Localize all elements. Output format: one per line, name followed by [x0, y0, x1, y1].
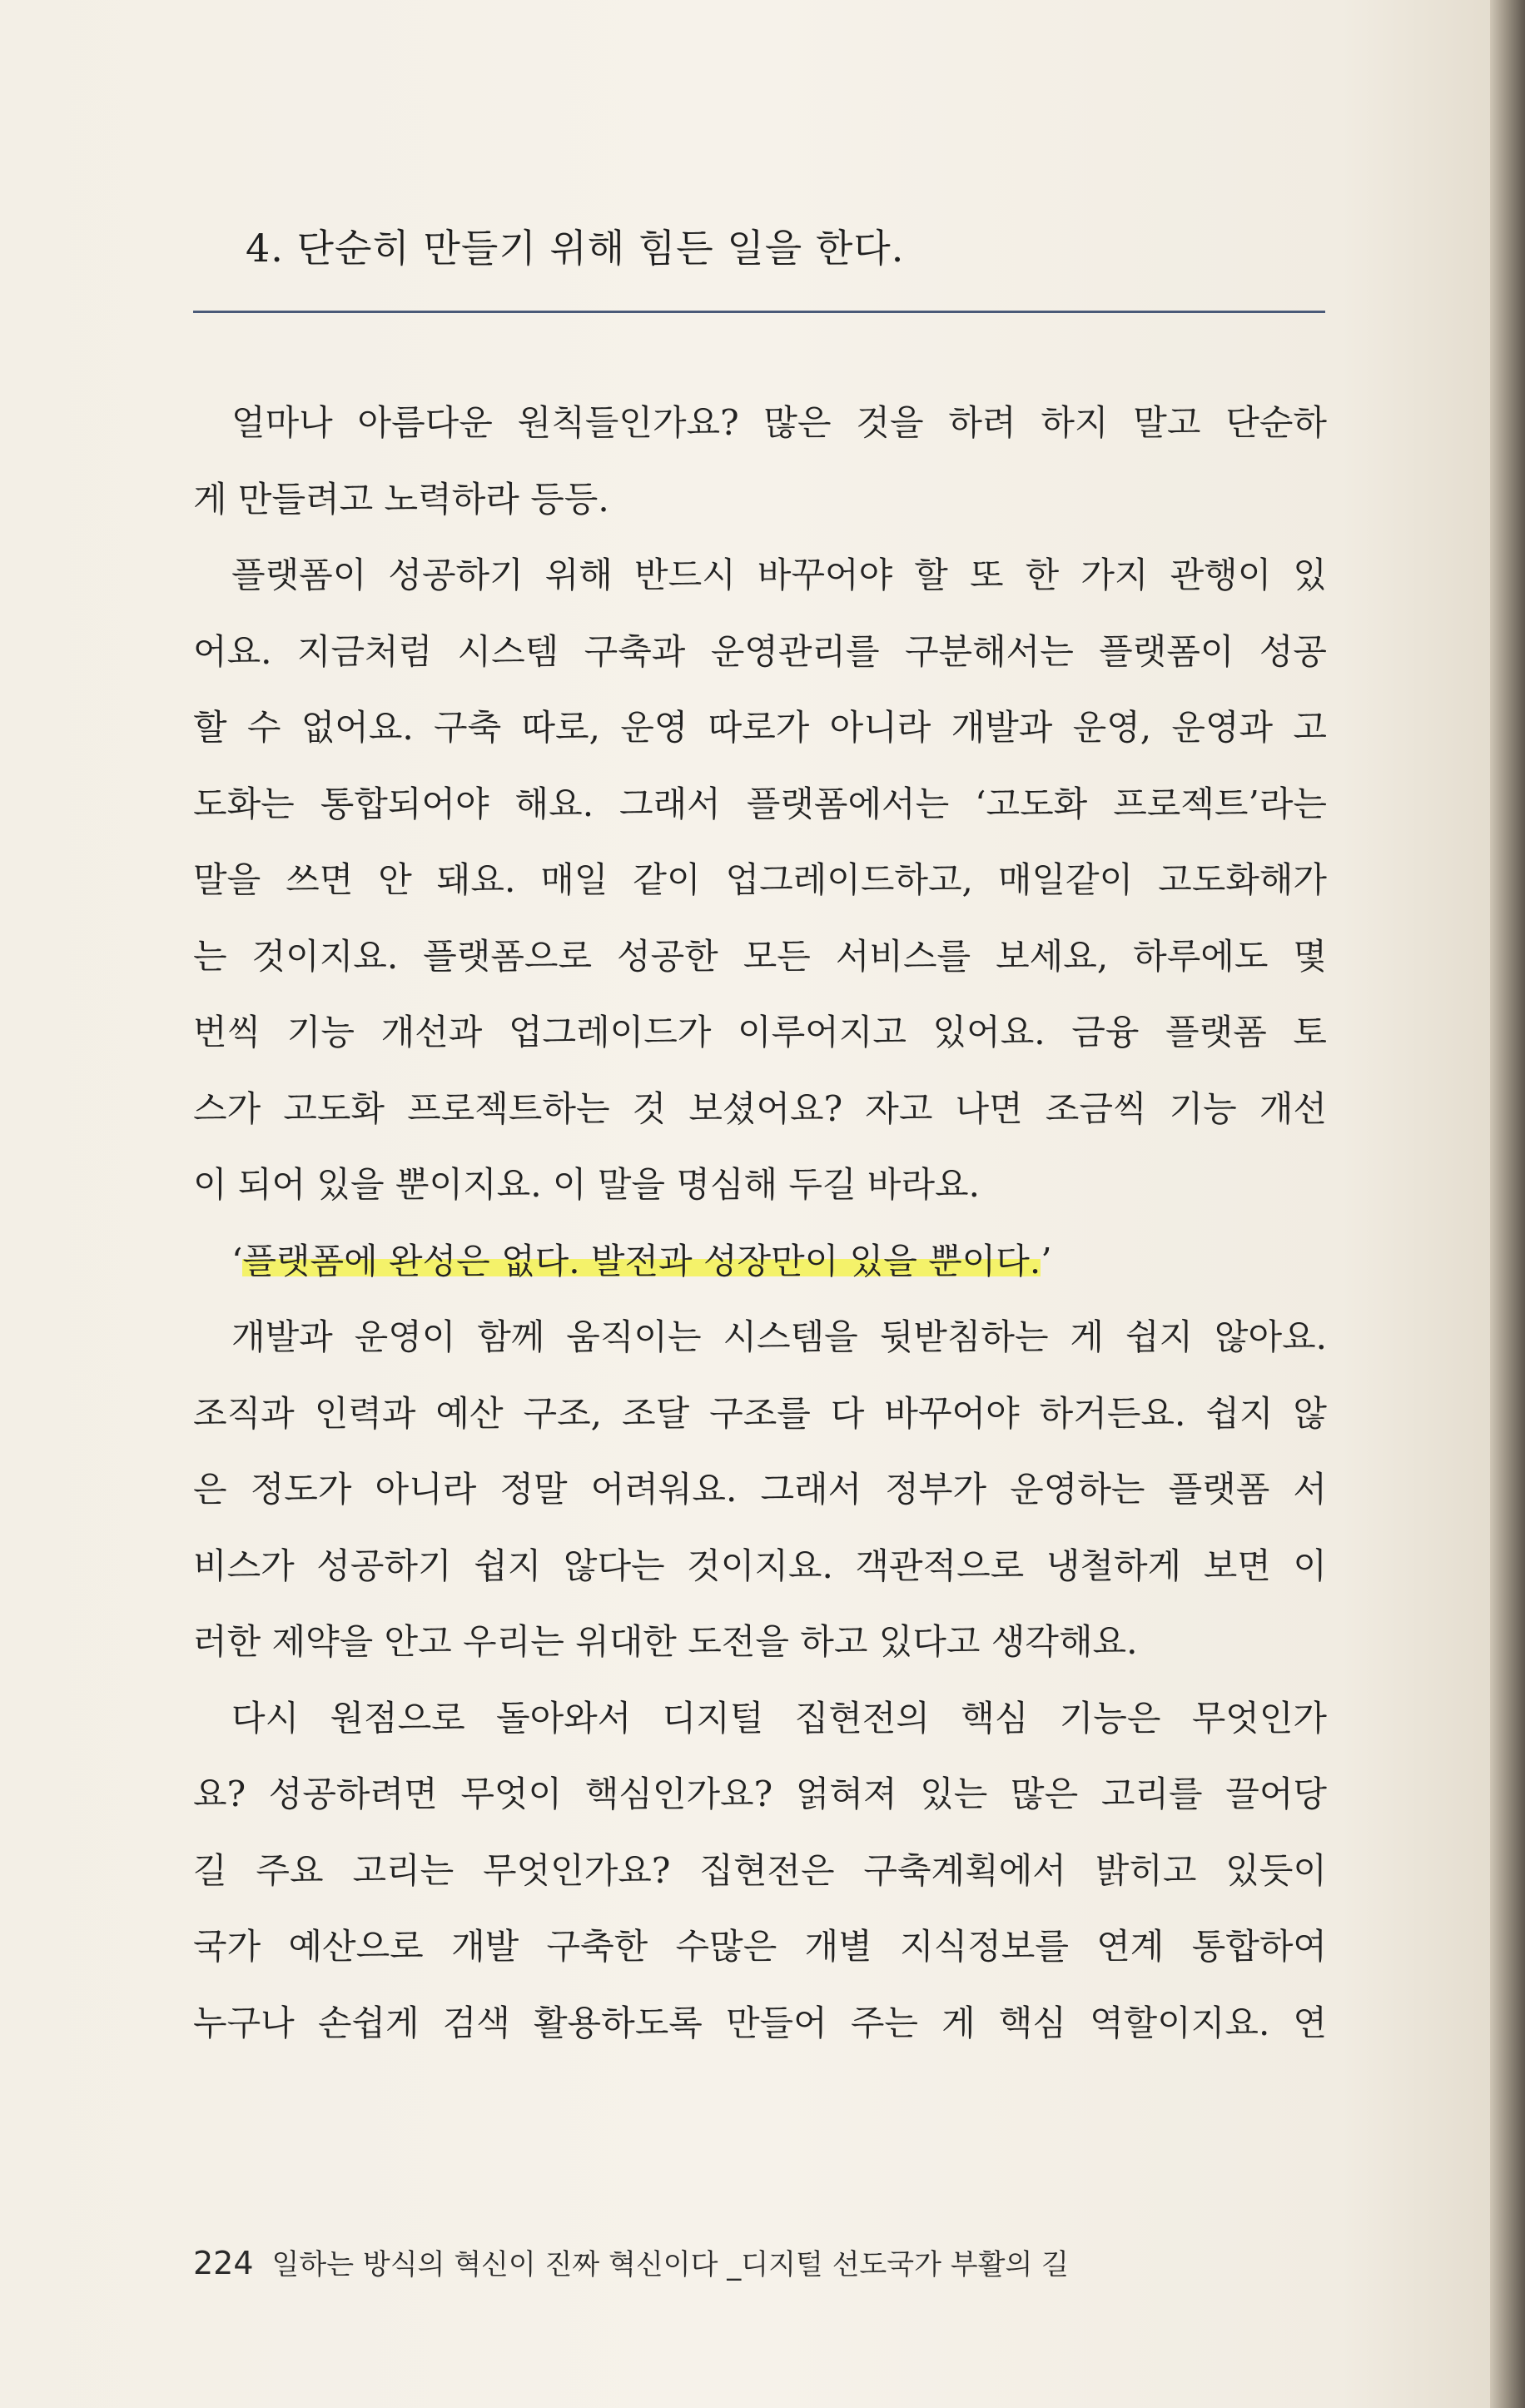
text-line: 게 만들려고 노력하라 등등.: [193, 478, 609, 520]
text-line: 번씩 기능 개선과 업그레이드가 이루어지고 있어요. 금융 플랫폼 토: [193, 1012, 1327, 1052]
text-line: 조직과 인력과 예산 구조, 조달 구조를 다 바꾸어야 하거든요. 쉽지 않: [193, 1392, 1327, 1434]
paragraph-3: [193, 1299, 1327, 1680]
text-line: 개발과 운영이 함께 움직이는 시스템을 뒷받침하는 게 쉽지 않아요.: [231, 1316, 1327, 1357]
quote-text: 플랫폼에 완성은 없다. 발전과 성장만이 있을 뿐이다.: [242, 1240, 1041, 1281]
text-line: 플랫폼이 성공하기 위해 반드시 바꾸어야 할 또 한 가지 관행이 있: [231, 555, 1327, 595]
running-title: 일하는 방식의 혁신이 진짜 혁신이다 _디지털 선도국가 부활의 길: [271, 2248, 1069, 2281]
text-line: 길 주요 고리는 무엇인가요? 집현전은 구축계획에서 밝히고 있듯이: [193, 1849, 1327, 1891]
paragraph-2: [193, 537, 1327, 1223]
text-line: 누구나 손쉽게 검색 활용하도록 만들어 주는 게 핵심 역할이지요. 연: [193, 2002, 1327, 2043]
text-line: 도화는 통합되어야 해요. 그래서 플랫폼에서는 ‘고도화 프로젝트’라는: [193, 783, 1327, 824]
paragraph-4: [193, 1680, 1327, 2062]
text-line: 이 되어 있을 뿐이지요. 이 말을 명심해 두길 바라요.: [193, 1164, 980, 1205]
text-line: 은 정도가 아니라 정말 어려워요. 그래서 정부가 운영하는 플랫폼 서: [193, 1469, 1327, 1510]
section-heading: 4. 단순히 만들기 위해 힘든 일을 한다.: [246, 226, 905, 271]
quote-close-mark: ’: [1041, 1240, 1052, 1281]
text-line: 스가 고도화 프로젝트하는 것 보셨어요? 자고 나면 조금씩 기능 개선: [193, 1087, 1327, 1129]
body-text: [193, 385, 1327, 2061]
text-line: 어요. 지금처럼 시스템 구축과 운영관리를 구분해서는 플랫폼이 성공: [193, 630, 1327, 672]
text-line: 말을 쓰면 안 돼요. 매일 같이 업그레이드하고, 매일같이 고도화해가: [193, 859, 1327, 900]
text-line: 러한 제약을 안고 우리는 위대한 도전을 하고 있다고 생각해요.: [193, 1621, 1138, 1662]
text-line: 다시 원점으로 돌아와서 디지털 집현전의 핵심 기능은 무엇인가: [231, 1697, 1327, 1739]
text-line: 는 것이지요. 플랫폼으로 성공한 모든 서비스를 보세요, 하루에도 몇: [193, 935, 1327, 977]
text-line: 할 수 없어요. 구축 따로, 운영 따로가 아니라 개발과 운영, 운영과 고: [193, 707, 1327, 748]
text-line: 비스가 성공하기 쉽지 않다는 것이지요. 객관적으로 냉철하게 보면 이: [193, 1545, 1327, 1586]
book-spine-edge: [1490, 0, 1525, 2408]
heading-rule: [193, 311, 1325, 313]
page-number: 224: [193, 2245, 254, 2281]
highlighted-quote: [193, 1223, 1327, 1300]
quote-open-mark: ‘: [231, 1240, 243, 1281]
text-line: 얼마나 아름다운 원칙들인가요? 많은 것을 하려 하지 말고 단순하: [231, 402, 1327, 443]
text-line: 요? 성공하려면 무엇이 핵심인가요? 얽혀져 있는 많은 고리를 끌어당: [193, 1774, 1327, 1814]
text-line: 국가 예산으로 개발 구축한 수많은 개별 지식정보를 연계 통합하여: [193, 1926, 1327, 1967]
paragraph-1: [193, 385, 1327, 537]
page-footer: [193, 2241, 1069, 2282]
